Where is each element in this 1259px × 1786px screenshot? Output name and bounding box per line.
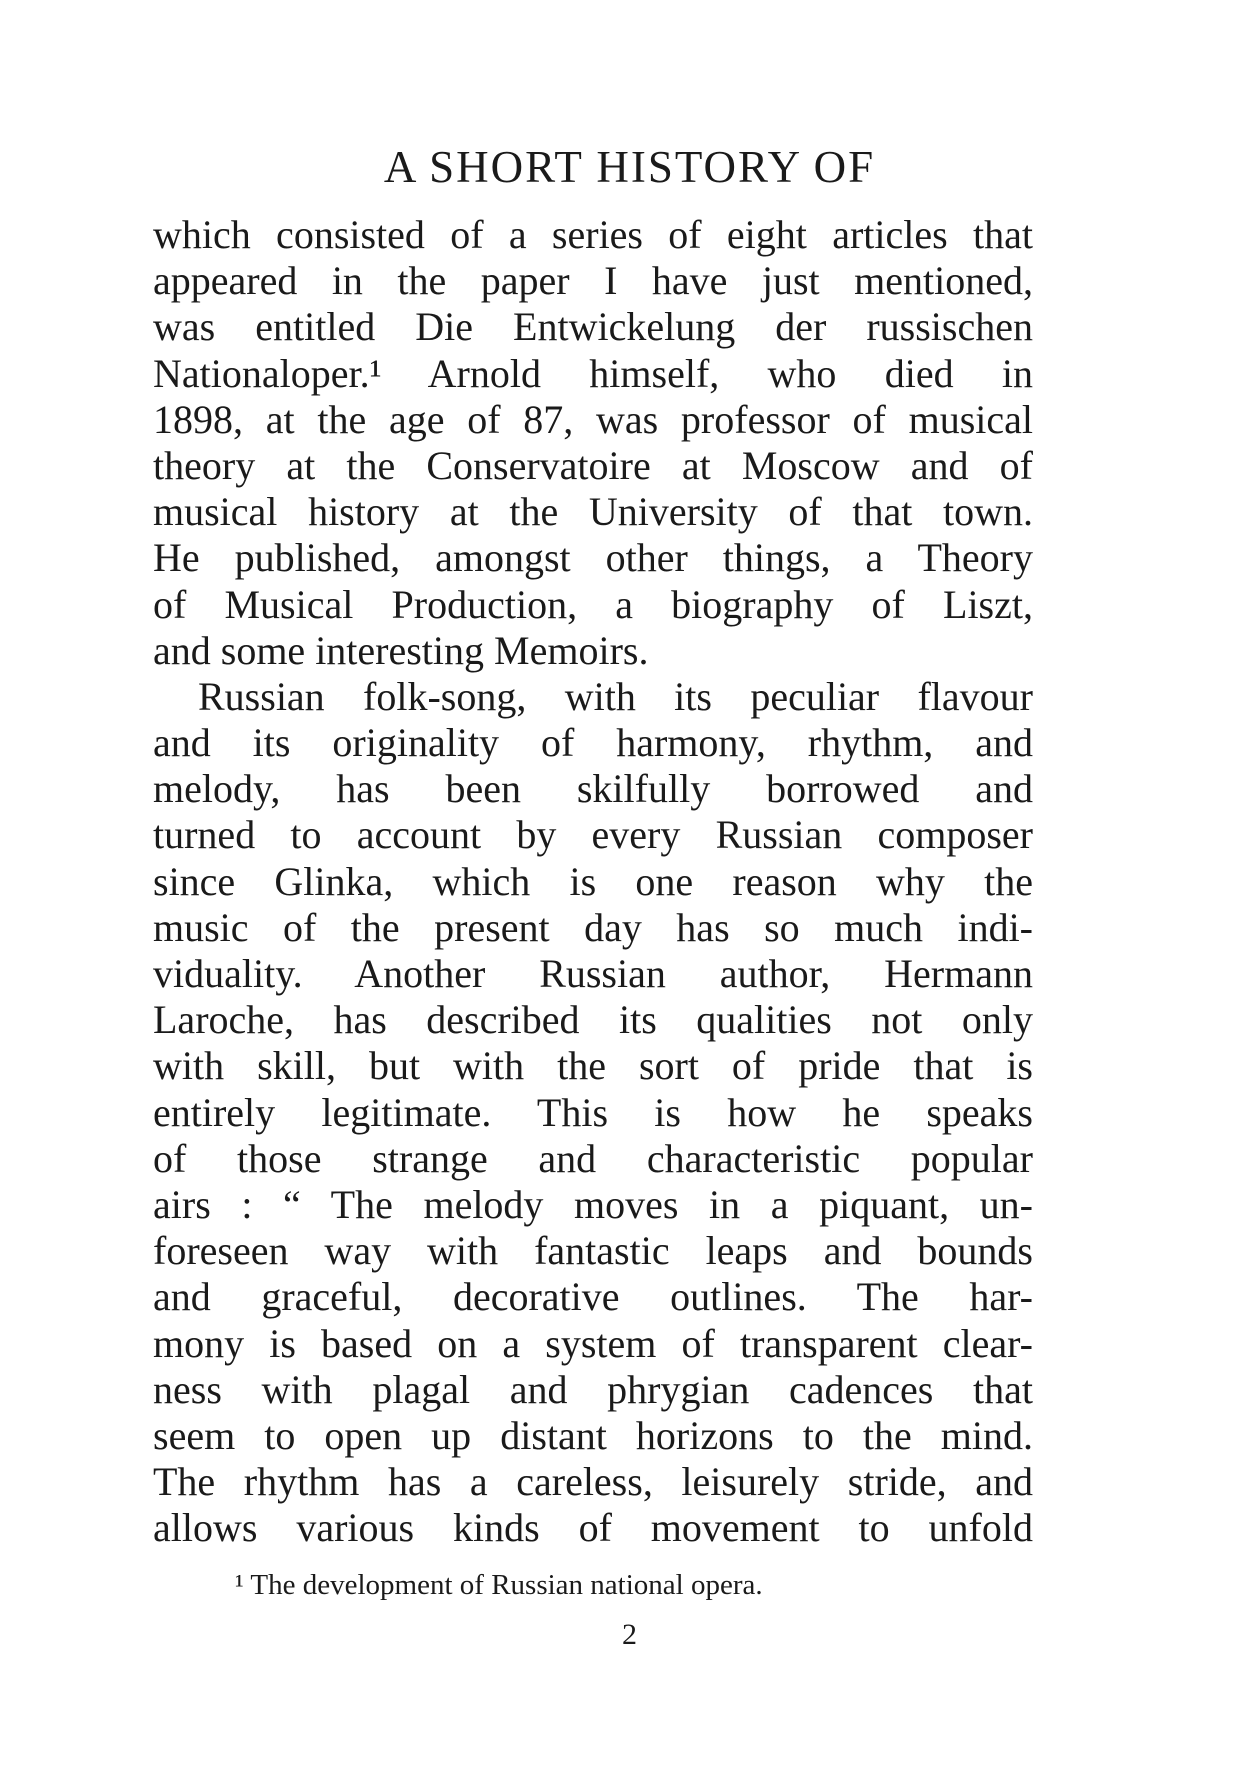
text-line: Laroche, has described its qualities not only <box>153 997 1033 1043</box>
text-line: turned to account by every Russian composer <box>153 812 1033 858</box>
text-line: foreseen way with fantastic leaps and bounds <box>153 1228 1033 1274</box>
text-line: and graceful, decorative outlines. The har- <box>153 1274 1033 1320</box>
text-line: appeared in the paper I have just mentioned, <box>153 258 1033 304</box>
text-line: seem to open up distant horizons to the mind. <box>153 1412 1033 1458</box>
text-line: airs : “ The melody moves in a piquant, un- <box>153 1181 1033 1227</box>
body-text <box>153 212 1033 1551</box>
text-line: Nationaloper.¹ Arnold himself, who died in <box>153 350 1033 396</box>
text-line: 1898, at the age of 87, was professor of musical <box>153 396 1033 442</box>
running-head: A SHORT HISTORY OF <box>383 142 876 192</box>
text-line: since Glinka, which is one reason why the <box>153 858 1033 904</box>
text-line: of those strange and characteristic popular <box>153 1135 1033 1181</box>
page-number: 2 <box>622 1618 637 1651</box>
text-line: mony is based on a system of transparent clear- <box>153 1320 1033 1366</box>
text-line: viduality. Another Russian author, Hermann <box>153 951 1033 996</box>
text-line: ness with plagal and phrygian cadences that <box>153 1366 1033 1412</box>
text-line: allows various kinds of movement to unfold <box>153 1505 1033 1551</box>
text-line: The rhythm has a careless, leisurely stride, and <box>153 1459 1033 1505</box>
text-line: melody, has been skilfully borrowed and <box>153 766 1033 812</box>
text-line: which consisted of a series of eight articles that <box>153 212 1033 257</box>
text-line: was entitled Die Entwickelung der russischen <box>153 304 1033 350</box>
text-line: with skill, but with the sort of pride that is <box>153 1043 1033 1089</box>
text-line: of Musical Production, a biography of Liszt, <box>153 581 1033 627</box>
text-line: He published, amongst other things, a Theory <box>153 535 1033 581</box>
text-line: entirely legitimate. This is how he speaks <box>153 1089 1033 1135</box>
text-line: and some interesting Memoirs. <box>153 627 649 673</box>
text-line: music of the present day has so much indi- <box>153 904 1033 950</box>
footnote: ¹ The development of Russian national opera. <box>235 1569 763 1601</box>
text-line: musical history at the University of that town. <box>153 489 1033 535</box>
text-line: and its originality of harmony, rhythm, and <box>153 720 1033 766</box>
text-line: theory at the Conservatoire at Moscow and of <box>153 442 1033 488</box>
text-line: Russian folk-song, with its peculiar flavour <box>198 673 1033 719</box>
